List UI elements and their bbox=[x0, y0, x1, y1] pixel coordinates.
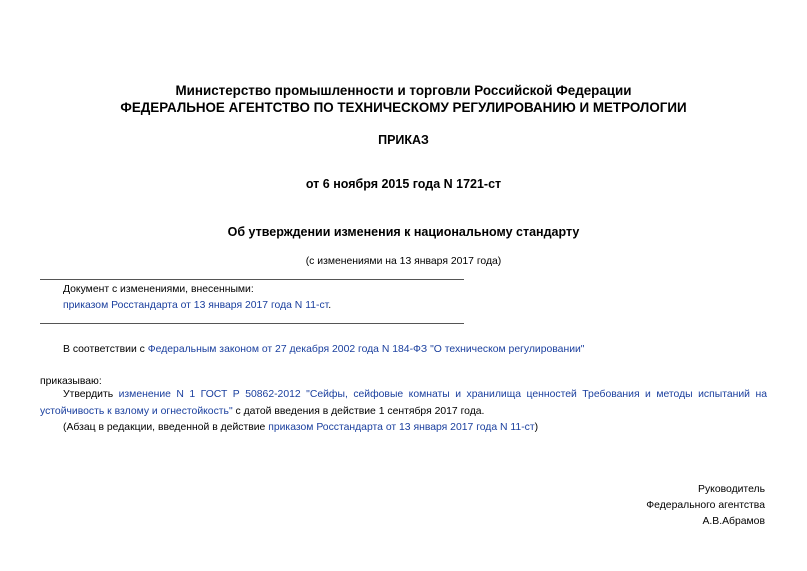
document-type: ПРИКАЗ bbox=[378, 133, 429, 147]
approve-suffix: с датой введения в действие 1 сентября 2017 года. bbox=[232, 406, 485, 417]
basis-paragraph bbox=[63, 343, 585, 356]
changes-intro: Документ с изменениями, внесенными: bbox=[63, 284, 254, 295]
signature-position-line2: Федерального агентства bbox=[646, 500, 765, 511]
signature-name: А.В.Абрамов bbox=[702, 516, 765, 527]
revision-link[interactable]: приказом Росстандарта от 13 января 2017 года N 11-ст bbox=[268, 422, 535, 433]
changes-line bbox=[63, 299, 331, 312]
basis-prefix: В соответствии с bbox=[63, 344, 148, 355]
approve-prefix: Утвердить bbox=[63, 389, 119, 400]
order-subject: Об утверждении изменения к национальному стандарту bbox=[227, 225, 580, 239]
signature-position-line1: Руководитель bbox=[698, 484, 765, 495]
changes-link-suffix: . bbox=[328, 300, 332, 311]
order-command: приказываю: bbox=[40, 376, 102, 387]
revision-suffix: ) bbox=[534, 422, 539, 433]
divider-bottom bbox=[40, 323, 464, 324]
agency-name: ФЕДЕРАЛЬНОЕ АГЕНТСТВО ПО ТЕХНИЧЕСКОМУ РЕГУЛИРОВАНИЮ И МЕТРОЛОГИИ bbox=[120, 100, 687, 115]
order-date-number: от 6 ноября 2015 года N 1721-ст bbox=[305, 177, 502, 191]
revision-note bbox=[63, 421, 538, 434]
revision-prefix: (Абзац в редакции, введенной в действие bbox=[63, 422, 269, 433]
standard-amendment-link[interactable]: изменение N 1 ГОСТ Р 50862-2012 "Сейфы, сейфовые комнаты и хранилища ценностей Требования и методы испытаний на устойчивость к взлому и огнестойкость" bbox=[40, 389, 767, 417]
amendments-note: (с изменениями на 13 января 2017 года) bbox=[305, 256, 502, 267]
divider-top bbox=[40, 279, 464, 280]
approve-paragraph bbox=[40, 386, 767, 420]
federal-law-link[interactable]: Федеральным законом от 27 декабря 2002 года N 184-ФЗ "О техническом регулировании" bbox=[147, 344, 585, 355]
changes-link[interactable]: приказом Росстандарта от 13 января 2017 года N 11-ст bbox=[63, 300, 329, 311]
ministry-name: Министерство промышленности и торговли Российской Федерации bbox=[175, 83, 632, 98]
